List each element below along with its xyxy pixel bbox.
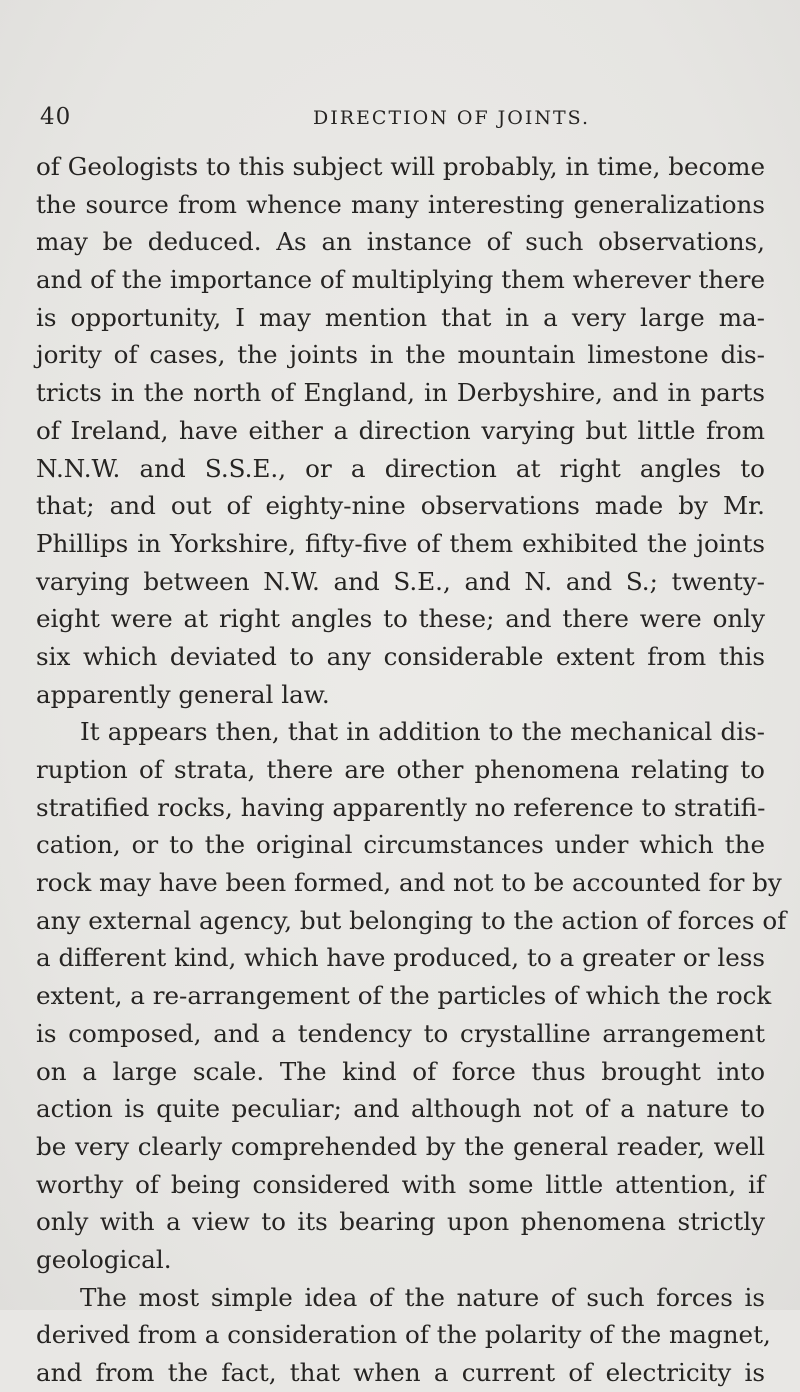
text-line: any external agency, but belonging to the action of forces of xyxy=(36,905,787,935)
text-line: may be deduced. As an instance of such observations, xyxy=(36,227,765,257)
text-line: rock may have been formed, and not to be accounted for by xyxy=(36,868,782,898)
text-line: is composed, and a tendency to crystalline arrangement xyxy=(36,1018,765,1048)
text-line: stratified rocks, having apparently no reference to stratifi- xyxy=(36,792,766,822)
text-line: six which deviated to any considerable extent from this xyxy=(36,641,765,671)
text-line: only with a view to its bearing upon phenomena strictly xyxy=(36,1207,765,1237)
text-line: and of the importance of multiplying them wherever there xyxy=(36,265,765,295)
paragraph-start-line: It appears then, that in addition to the mechanical dis- xyxy=(80,717,765,747)
text-line: action is quite peculiar; and although not of a nature to xyxy=(36,1094,765,1124)
text-line: that; and out of eighty-nine observations made by Mr. xyxy=(36,491,765,521)
text-line: cation, or to the original circumstances under which the xyxy=(36,830,765,860)
text-line: of Ireland, have either a direction varying but little from xyxy=(36,415,765,445)
text-line: a different kind, which have produced, to a greater or less xyxy=(36,943,765,973)
text-line: be very clearly comprehended by the general reader, well xyxy=(36,1131,765,1161)
text-line: ruption of strata, there are other phenomena relating to xyxy=(36,755,765,784)
page-number: 40 xyxy=(40,104,72,130)
text-line: derived from a consideration of the polarity of the magnet, xyxy=(36,1320,771,1350)
text-line: on a large scale. The kind of force thus brought into xyxy=(36,1056,765,1086)
text-line: tricts in the north of England, in Derbyshire, and in parts xyxy=(36,378,765,408)
text-line: the source from whence many interesting generalizations xyxy=(36,189,765,219)
text-line: eight were at right angles to these; and there were only xyxy=(36,604,765,634)
text-line: of Geologists to this subject will probably, in time, become xyxy=(36,152,765,181)
running-head-title: DIRECTION OF JOINTS. xyxy=(313,107,591,129)
paragraph-start-line: The most simple idea of the nature of such forces is xyxy=(80,1282,765,1312)
text-line: varying between N.W. and S.E., and N. and S.; twenty- xyxy=(36,566,765,596)
text-line: jority of cases, the joints in the mountain limestone dis- xyxy=(36,340,765,370)
running-head xyxy=(36,104,736,134)
paragraph-end-line: apparently general law. xyxy=(36,679,330,709)
body-text xyxy=(36,148,787,1392)
paragraph-end-line: geological. xyxy=(36,1244,172,1274)
text-line: worthy of being considered with some little attention, if xyxy=(36,1169,765,1199)
text-line: is opportunity, I may mention that in a very large ma- xyxy=(36,302,765,332)
text-line: and from the fact, that when a current of electricity is xyxy=(36,1358,765,1387)
text-line: Phillips in Yorkshire, fifty-five of them exhibited the joints xyxy=(36,528,765,558)
text-line: N.N.W. and S.S.E., or a direction at right angles to xyxy=(36,453,765,483)
text-line: extent, a re-arrangement of the particles of which the rock xyxy=(36,981,772,1011)
